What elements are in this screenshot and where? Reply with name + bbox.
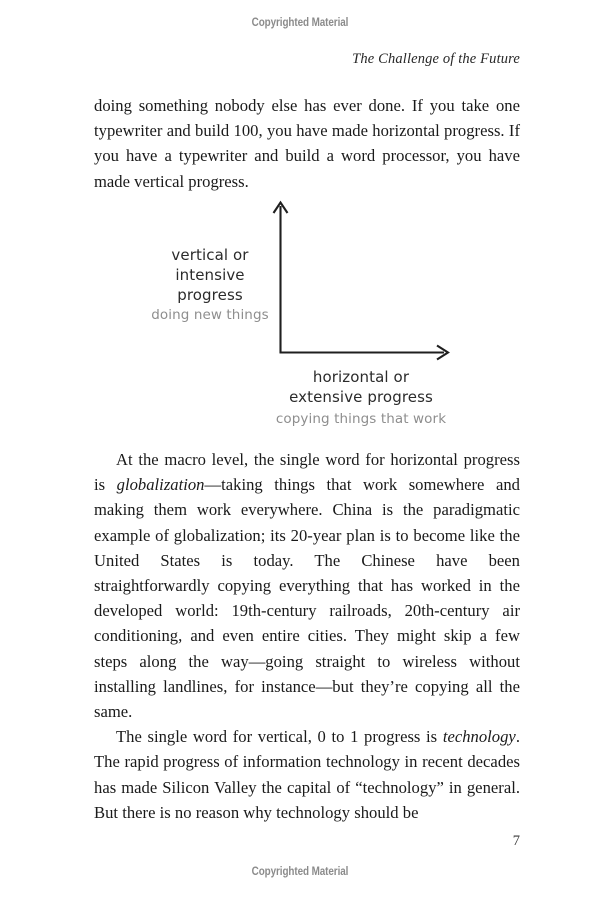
running-head: The Challenge of the Future [352, 51, 520, 67]
copyrighted-material-watermark-bottom: Copyrighted Material [251, 866, 349, 878]
paragraph-technology-part-2: . The rapid progress of information technology in recent decades has made Silicon Valley the capital of “technology” in general. But there is no reason why technology should be [94, 727, 520, 822]
vertical-axis-arrowhead [274, 203, 288, 214]
paragraph-globalization-part-2: —taking things that work somewhere and making them work everywhere. China is the paradigmatic example of globalization; its 20-year plan is to become like the United States is today. The Chinese have been straightforwardly copying everything that has worked in the developed world: 19th-century railroads, 20th-century air conditioning, and even entire cities. They might skip a few steps along the way—going straight to wireless without installing landlines, for instance—but they’re copying all the same. [94, 475, 520, 722]
paragraph-technology-part-1: The single word for vertical, 0 to 1 progress is [116, 727, 443, 747]
y-axis-label [140, 245, 280, 305]
paragraph-globalization [94, 447, 520, 724]
y-axis-sublabel: doing new things [151, 307, 269, 323]
x-axis-sublabel: copying things that work [275, 411, 447, 427]
paragraph-technology [94, 724, 520, 825]
x-axis-label-line-1: horizontal or [312, 368, 410, 386]
y-axis-label-line-3: progress [177, 286, 243, 304]
horizontal-axis-arrowhead [437, 346, 448, 360]
text-column-lower [94, 447, 520, 825]
paragraph-continuation: doing something nobody else has ever done. If you take one typewriter and build 100, you have made horizontal progress. If you have a typewriter and build a word processor, you have made vertical progress. [94, 96, 520, 191]
paragraph-technology-emphasis: technology [442, 727, 516, 747]
text-column-upper [94, 93, 520, 194]
x-axis-label-line-2: extensive progress [289, 388, 433, 406]
page-number: 7 [512, 833, 520, 849]
y-axis-label-line-2: intensive [175, 266, 245, 284]
y-axis-label-line-1: vertical or [171, 246, 249, 264]
paragraph-globalization-emphasis: globalization [116, 475, 205, 495]
paragraph-globalization-part-1: At the macro level, the single word for horizontal progress is [94, 450, 520, 495]
x-axis-label [270, 367, 452, 407]
copyrighted-material-watermark-top: Copyrighted Material [251, 17, 349, 29]
